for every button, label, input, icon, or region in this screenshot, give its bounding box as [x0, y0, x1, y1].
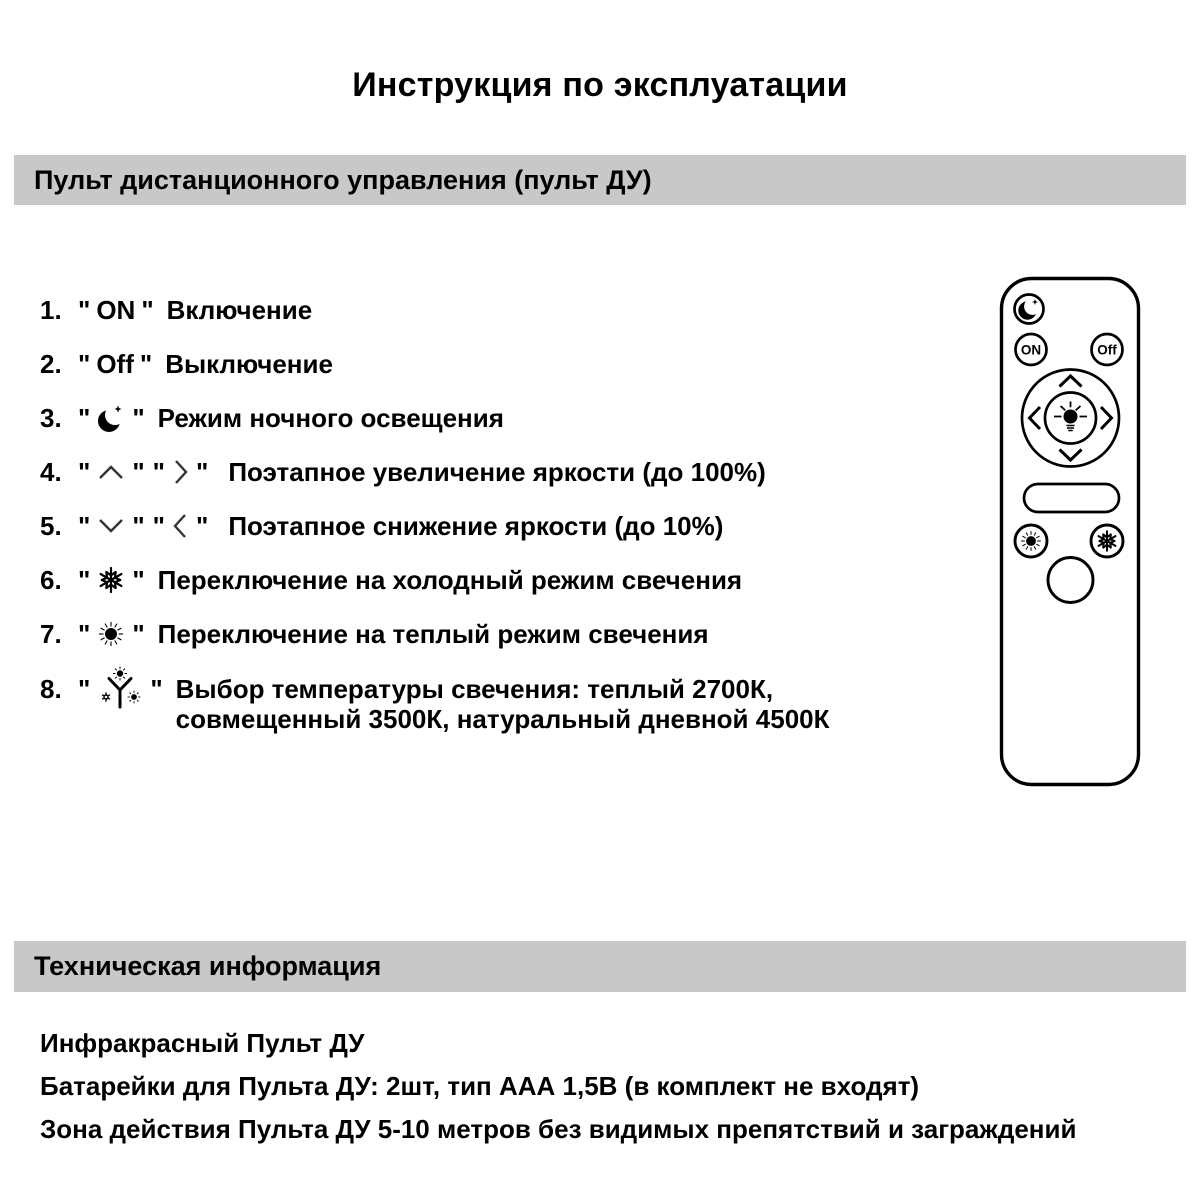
moon-star-icon [97, 402, 125, 434]
item-description-line1: Выбор температуры свечения: теплый 2700К, [175, 674, 774, 704]
quote-mark: " [132, 565, 145, 595]
section-header-remote [14, 155, 1186, 205]
item-number: 8. [40, 674, 62, 704]
remote-control-illustration [999, 276, 1141, 793]
quote-mark: " [132, 403, 145, 433]
quote-mark: " [78, 565, 91, 595]
tech-line-range: Зона действия Пульта ДУ 5-10 метров без видимых препятствий и заграждений [40, 1114, 1077, 1144]
chevron-up-icon [97, 463, 125, 481]
quote-mark: " [132, 511, 145, 541]
chevron-right-icon [172, 458, 189, 486]
item-description: Переключение на холодный режим свечения [157, 565, 743, 595]
on-button-label: ON [96, 295, 136, 325]
quote-mark: " [139, 349, 153, 379]
tech-line-batteries: Батарейки для Пульта ДУ: 2шт, тип ААА 1,5В (в комплект не входят) [40, 1071, 920, 1101]
item-description: Поэтапное снижение яркости (до 10%) [228, 511, 724, 541]
list-item [40, 404, 829, 432]
quote-mark: " [152, 457, 165, 487]
list-item [40, 458, 829, 486]
section-header-remote-label: Пульт дистанционного управления (пульт ДУ) [34, 164, 652, 195]
quote-mark: " [78, 295, 91, 325]
chevron-left-icon [172, 512, 189, 540]
item-description: Включение [166, 295, 313, 325]
item-description [176, 674, 830, 734]
list-item [40, 620, 829, 648]
page-title: Инструкция по эксплуатации [352, 66, 848, 104]
list-item [40, 674, 829, 734]
item-number: 6. [40, 565, 62, 595]
list-item [40, 350, 829, 378]
quote-mark: " [132, 619, 145, 649]
item-description: Переключение на теплый режим свечения [157, 619, 709, 649]
instruction-list [40, 296, 829, 760]
snowflake-icon [97, 566, 125, 594]
item-number: 7. [40, 619, 62, 649]
quote-mark: " [150, 674, 163, 704]
mini-sun-icon [128, 691, 141, 704]
temperature-select-icon [97, 666, 143, 712]
item-description: Режим ночного освещения [157, 403, 504, 433]
mini-snowflake-icon [102, 692, 110, 701]
quote-mark: " [195, 511, 209, 541]
sun-icon [97, 620, 125, 648]
list-item [40, 566, 829, 594]
item-description: Выключение [165, 349, 333, 379]
item-number: 4. [40, 457, 62, 487]
quote-mark: " [78, 349, 91, 379]
item-description: Поэтапное увеличение яркости (до 100%) [228, 457, 766, 487]
off-button-label: Off [96, 349, 134, 379]
quote-mark: " [78, 511, 91, 541]
quote-mark: " [78, 619, 91, 649]
item-number: 2. [40, 349, 62, 379]
quote-mark: " [78, 403, 91, 433]
quote-mark: " [78, 457, 91, 487]
item-number: 5. [40, 511, 62, 541]
quote-mark: " [132, 457, 145, 487]
svg-text:Off: Off [1097, 342, 1117, 358]
section-header-tech [14, 941, 1186, 992]
section-header-tech-label: Техническая информация [34, 951, 382, 981]
quote-mark: " [152, 511, 165, 541]
tech-line-ir-remote: Инфракрасный Пульт ДУ [40, 1028, 365, 1058]
tech-info [40, 1028, 1076, 1157]
svg-text:ON: ON [1020, 342, 1042, 358]
list-item [40, 296, 829, 324]
list-item [40, 512, 829, 540]
quote-mark: " [141, 295, 154, 325]
quote-mark: " [78, 674, 91, 704]
item-number: 3. [40, 403, 62, 433]
quote-mark: " [195, 457, 209, 487]
item-description-line2: совмещенный 3500К, натуральный дневной 4500К [175, 704, 830, 734]
chevron-down-icon [97, 517, 125, 535]
item-number: 1. [40, 295, 62, 325]
